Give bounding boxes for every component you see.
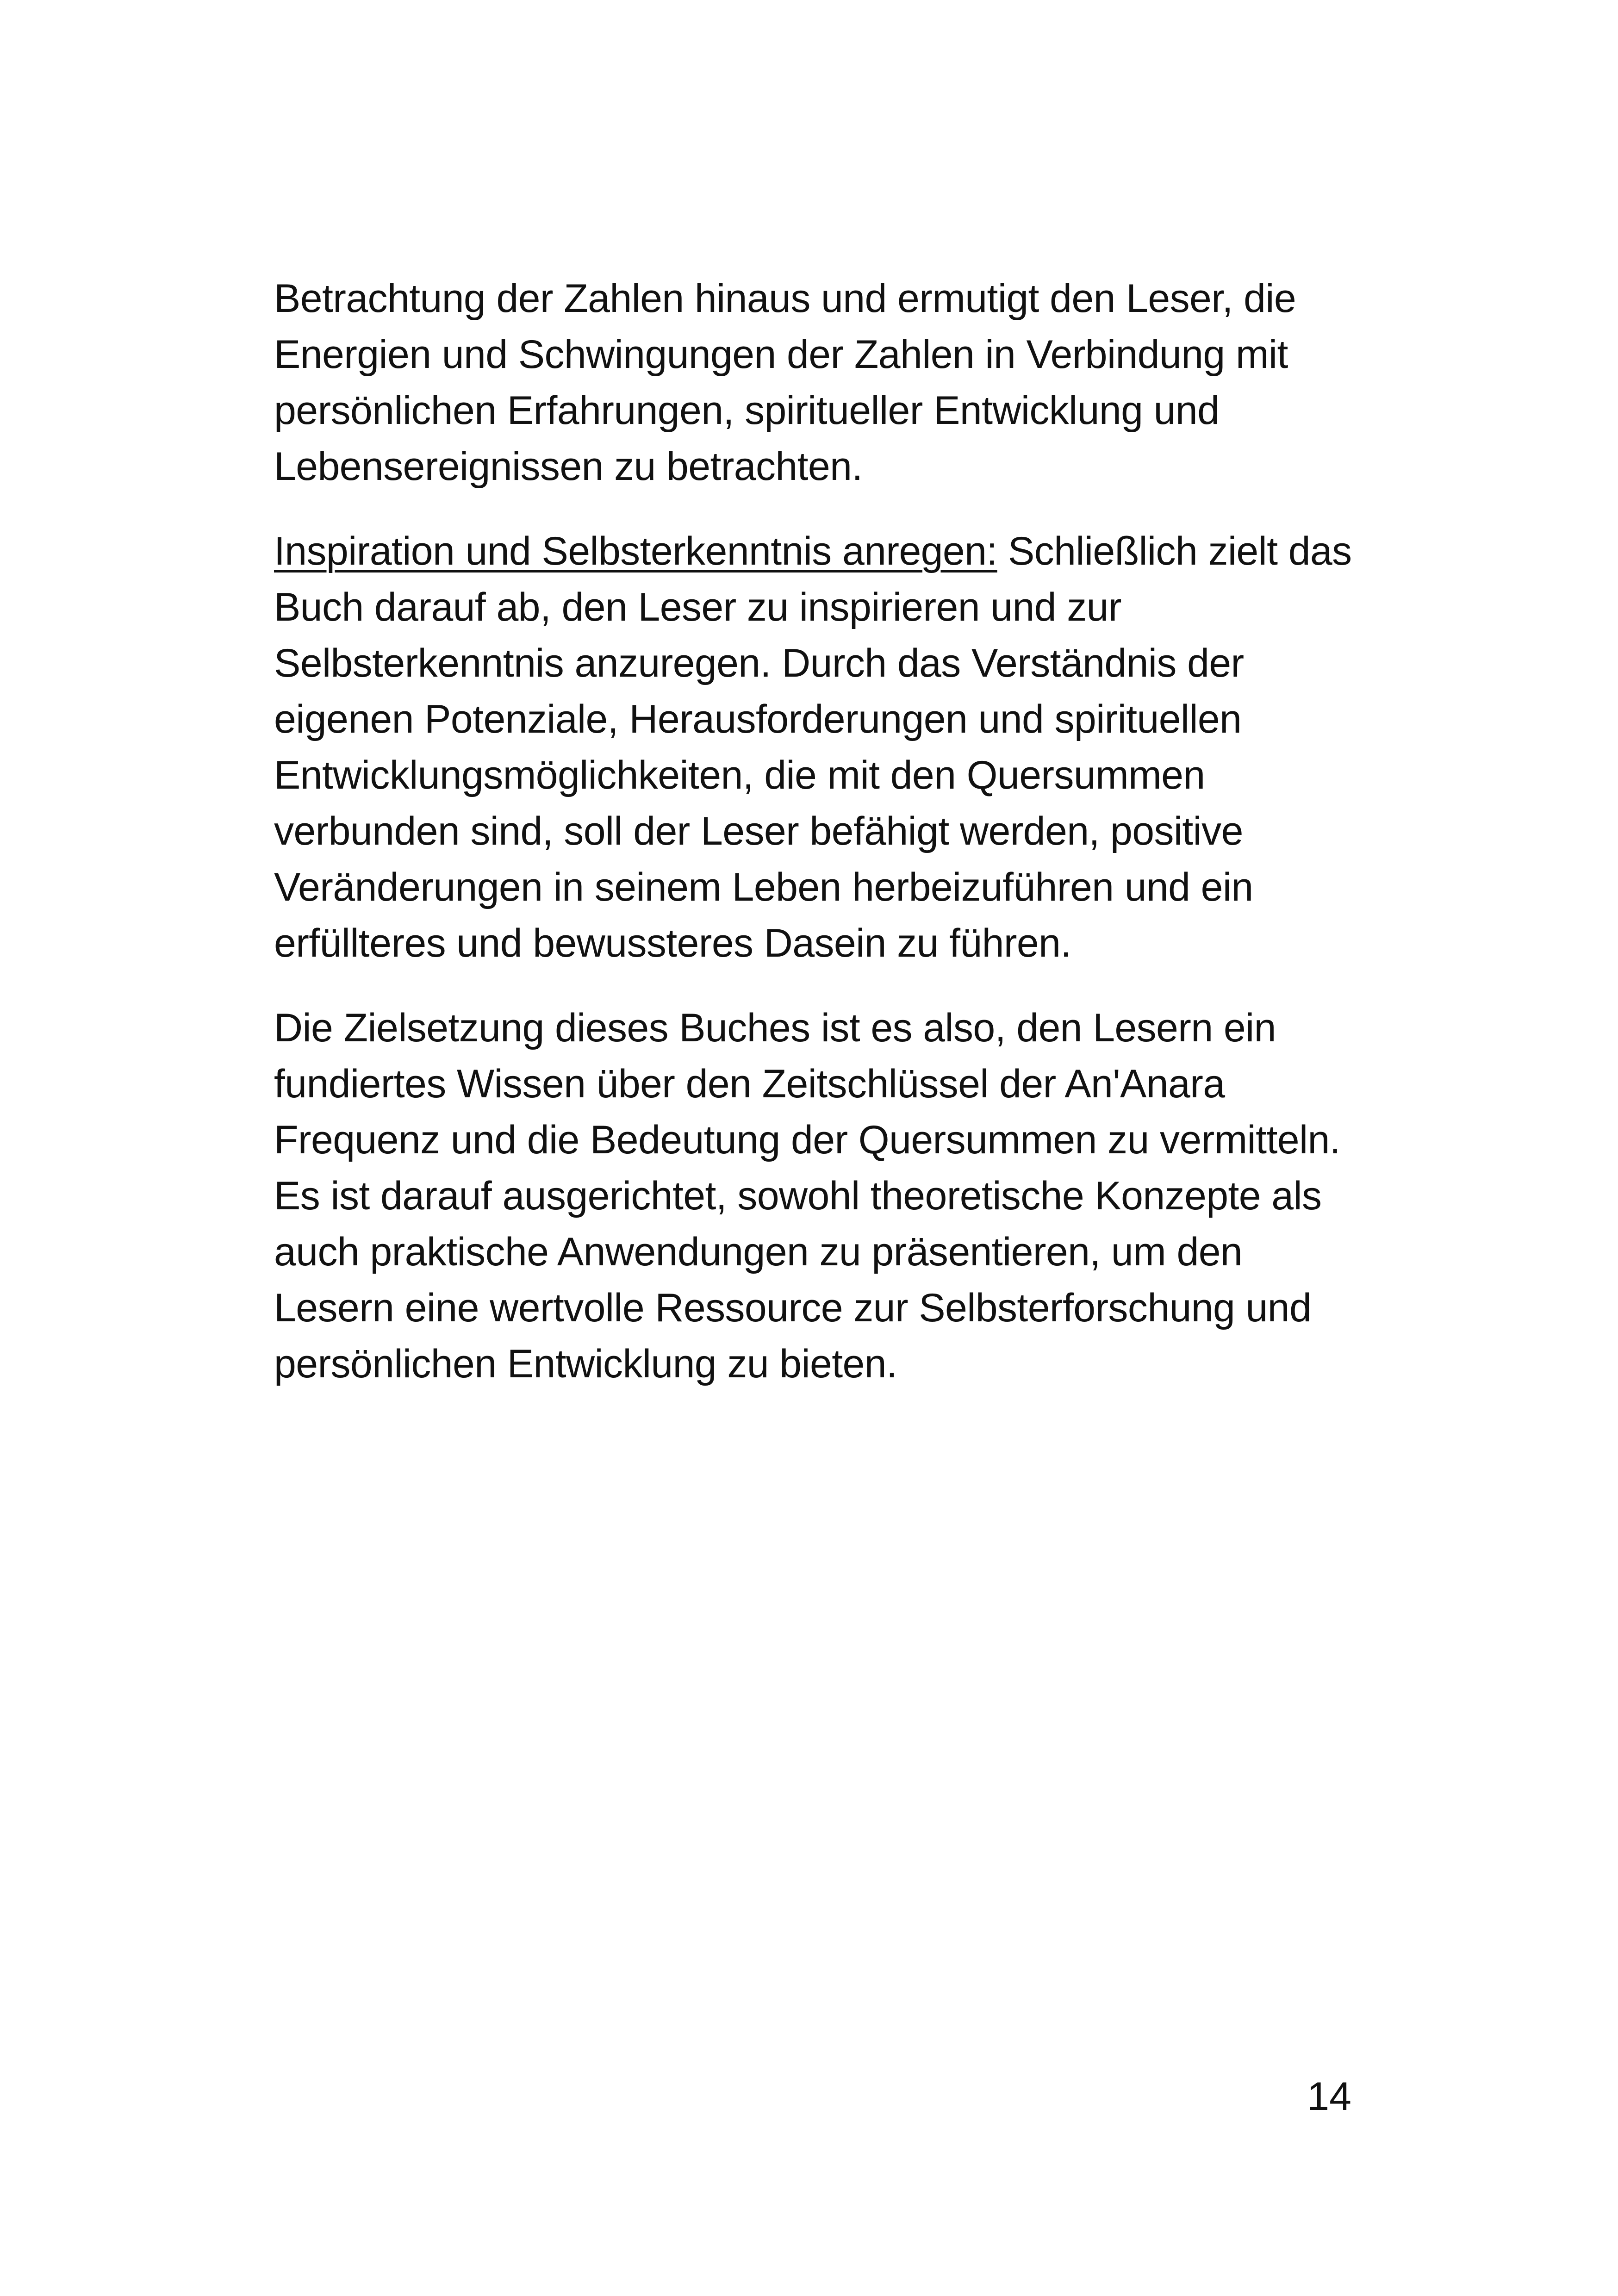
text-line: persönlichen Erfahrungen, spiritueller Entwicklung und (274, 388, 1220, 433)
paragraph-3 (274, 1000, 1357, 1392)
text-line: eigenen Potenziale, Herausforderungen und spirituellen (274, 697, 1242, 741)
text-line: Frequenz und die Bedeutung der Quersummen zu vermitteln. (274, 1118, 1341, 1162)
text-line (274, 523, 1357, 579)
text-line: auch praktische Anwendungen zu präsentieren, um den (274, 1230, 1243, 1274)
text-line: Veränderungen in seinem Leben herbeizuführen und ein (274, 865, 1253, 909)
paragraph-1 (274, 271, 1357, 495)
text-line: Die Zielsetzung dieses Buches ist es also, den Lesern ein (274, 1006, 1276, 1050)
heading-line-rest: Schließlich zielt das (997, 529, 1352, 573)
text-line: erfüllteres und bewussteres Dasein zu führen. (274, 921, 1071, 965)
text-line: fundiertes Wissen über den Zeitschlüssel der An'Anara (274, 1062, 1225, 1106)
page-number: 14 (1307, 2074, 1351, 2119)
text-line: Energien und Schwingungen der Zahlen in Verbindung mit (274, 332, 1288, 377)
page-body (274, 271, 1357, 1421)
text-line: Es ist darauf ausgerichtet, sowohl theoretische Konzepte als (274, 1174, 1322, 1218)
text-line: verbunden sind, soll der Leser befähigt werden, positive (274, 809, 1243, 853)
text-line: persönlichen Entwicklung zu bieten. (274, 1342, 897, 1386)
text-line: Entwicklungsmöglichkeiten, die mit den Quersummen (274, 753, 1205, 797)
text-line: Buch darauf ab, den Leser zu inspirieren und zur (274, 585, 1121, 629)
paragraph-2 (274, 523, 1357, 971)
text-line: Lesern eine wertvolle Ressource zur Selbsterforschung und (274, 1286, 1312, 1330)
text-line: Lebensereignissen zu betrachten. (274, 444, 863, 489)
section-heading: Inspiration und Selbsterkenntnis anregen: (274, 529, 997, 573)
text-line: Betrachtung der Zahlen hinaus und ermutigt den Leser, die (274, 276, 1296, 321)
text-line: Selbsterkenntnis anzuregen. Durch das Verständnis der (274, 641, 1244, 685)
